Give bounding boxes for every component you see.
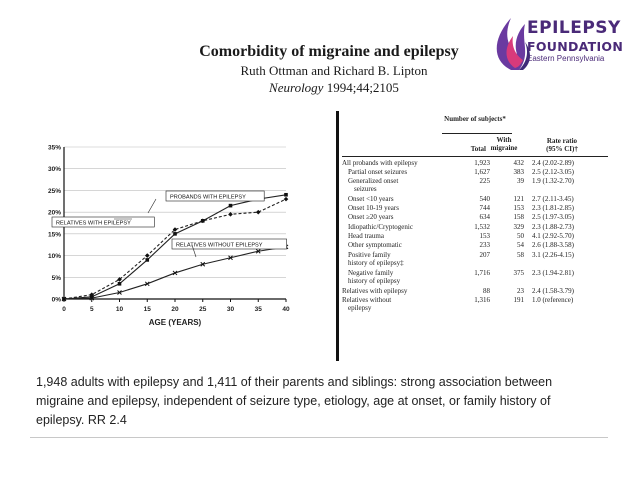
series-label-text: PROBANDS WITH EPILEPSY [170,194,246,201]
table-header-with-migraine: With migraine [490,136,518,152]
table-cell-label: Relatives with epilepsy [342,287,408,295]
table-row [342,232,608,241]
table-cell-migraine: 191 [513,296,524,304]
table-cell-migraine: 153 [513,204,524,212]
table-row [342,223,608,232]
table-cell-label: Positive family [348,251,391,259]
table-cell-rr: 3.1 (2.26-4.15) [532,251,574,259]
table-cell-total: 153 [479,232,490,240]
y-tick-label: 15% [47,231,61,239]
table-header-rate-ratio: Rate ratio [546,137,578,145]
journal-name: Neurology [269,80,324,95]
table-cell-label: history of epilepsy‡ [348,259,404,267]
y-tick-label: 10% [47,253,61,261]
table-row [342,204,608,213]
caption: 1,948 adults with epilepsy and 1,411 of their parents and siblings: strong association between migraine and epilepsy, independent of seizure type, etiology, age at onset, or family history of epilepsy. RR 2.4 [36,375,553,427]
x-tick-label: 0 [62,306,66,313]
table-cell-label: All probands with epilepsy [342,159,418,167]
data-point [145,253,150,258]
table-row [342,241,608,250]
table-cell-rr: 2.6 (1.88-3.58) [532,241,574,249]
series-label-pointer [148,199,156,213]
table-cell-migraine: 39 [517,177,524,185]
table-cell-migraine: 375 [513,269,524,277]
table-row [342,159,608,168]
table-cell-rr: 2.7 (2.11-3.45) [532,195,574,203]
table-cell-rr: 2.3 (1.94-2.81) [532,269,574,277]
data-point [173,232,177,236]
authors: Ruth Ottman and Richard B. Lipton [240,63,428,78]
bottom-divider [30,437,608,438]
y-tick-label: 0% [51,296,61,304]
table-cell-label: Head trauma [348,232,384,240]
data-point [228,212,233,217]
data-point [145,258,149,262]
table-cell-total: 1,627 [474,168,490,176]
rate-ratio-table [336,111,611,361]
x-axis-label: AGE (YEARS) [148,318,202,327]
table-cell-rr: 2.3 (1.81-2.85) [532,204,574,212]
table-cell-total: 540 [479,195,490,203]
table-cell-label: Idiopathic/Cryptogenic [348,223,413,231]
series-label-text: RELATIVES WITHOUT EPILEPSY [176,242,263,249]
table-cell-rr: 2.5 (1.97-3.05) [532,213,574,221]
table-header-ci: (95% CI)† [546,145,578,153]
table-cell-migraine: 58 [517,251,524,259]
y-tick-label: 35% [47,144,61,152]
logo-line3: Eastern Pennsylvania [527,54,605,63]
table-cell-label: Negative family [348,269,394,277]
table-cell-rr: 2.5 (2.12-3.05) [532,168,574,176]
table-row [342,185,608,194]
y-tick-label: 20% [47,209,61,217]
table-cell-rr: 2.4 (2.02-2.89) [532,159,574,167]
table-cell-label: Onset <10 years [348,195,394,203]
x-tick-label: 30 [226,306,235,313]
table-cell-rr: 4.1 (2.92-5.70) [532,232,574,240]
table-cell-label: history of epilepsy [348,277,401,285]
table-cell-label: epilepsy [348,304,372,312]
table-header-bottom-rule [342,156,608,157]
journal-year-volume: 1994;44;2105 [326,80,399,95]
table-cell-migraine: 329 [513,223,524,231]
table-cell-migraine: 158 [513,213,524,221]
logo-line2: FOUNDATION [527,39,624,54]
data-point [256,210,261,215]
table-cell-migraine: 121 [513,195,524,203]
table-cell-migraine: 383 [513,168,524,176]
table-cell-total: 207 [479,251,490,259]
table-cell-migraine: 54 [517,241,524,249]
table-header-number-of-subjects: Number of subjects* [444,115,506,123]
table-cell-label: Onset ≥20 years [348,213,394,221]
data-point [229,204,233,208]
table-cell-label: Other symptomatic [348,241,402,249]
table-cell-label: Partial onset seizures [348,168,408,176]
table-cell-label: Generalized onset [348,177,399,185]
x-tick-label: 35 [254,306,262,313]
table-cell-total: 233 [479,241,490,249]
table-row [342,277,608,286]
table-row [342,287,608,296]
table-left-rule [336,111,339,361]
table-header-rule [442,133,512,134]
table-cell-rr: 2.4 (1.58-3.79) [532,287,574,295]
table-cell-label: Onset 10-19 years [348,204,399,212]
table-cell-total: 1,316 [474,296,490,304]
series-label-text: RELATIVES WITH EPILEPSY [56,220,131,227]
table-row [342,304,608,313]
x-tick-label: 15 [143,306,151,313]
data-point [284,193,288,197]
table-row [342,195,608,204]
data-point [118,282,122,286]
page-title: Comorbidity of migraine and epilepsy [199,43,459,60]
citation [0,80,638,96]
table-cell-label: seizures [354,185,377,193]
x-tick-label: 5 [89,306,94,313]
table-cell-label: Relatives without [342,296,392,304]
x-tick-label: 10 [115,306,124,313]
table-cell-total: 225 [479,177,490,185]
x-tick-label: 20 [171,306,179,313]
table-cell-total: 1,532 [474,223,490,231]
logo-line1: EPILEPSY [527,18,621,38]
table-cell-migraine: 432 [513,159,524,167]
x-tick-label: 25 [199,306,207,313]
table-cell-rr: 2.3 (1.88-2.73) [532,223,574,231]
table-header-total: Total [470,145,486,153]
table-cell-rr: 1.0 (reference) [532,296,574,304]
table-cell-migraine: 50 [517,232,524,240]
table-row [342,259,608,268]
y-tick-label: 30% [47,166,61,174]
table-cell-migraine: 23 [517,287,524,295]
y-tick-label: 5% [51,274,61,282]
data-point [284,197,289,202]
x-tick-label: 40 [282,306,290,313]
table-row [342,168,608,177]
table-cell-rr: 1.9 (1.32-2.70) [532,177,574,185]
y-tick-label: 25% [47,187,61,195]
table-cell-total: 744 [479,204,490,212]
table-row [342,213,608,222]
cumulative-incidence-chart [36,135,298,350]
table-cell-total: 634 [479,213,490,221]
table-cell-total: 1,923 [474,159,490,167]
table-cell-total: 1,716 [474,269,490,277]
table-cell-total: 88 [483,287,490,295]
